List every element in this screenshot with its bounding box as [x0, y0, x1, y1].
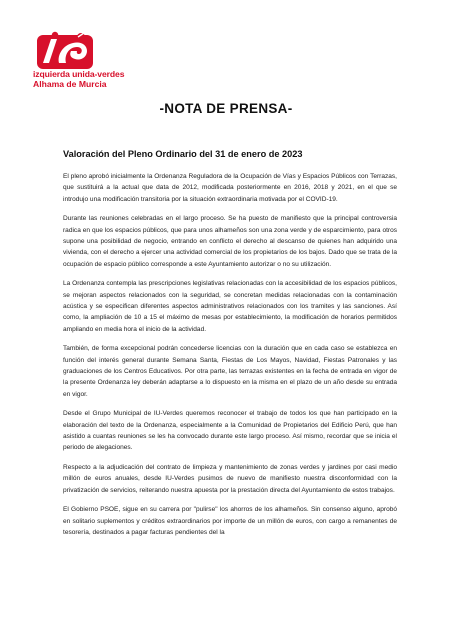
paragraph: El Gobierno PSOE, sigue en su carrera por "pulirse" los ahorros de los alhameños. Sin consenso alguno, aprobó en solitario suplementos y créditos extraordinarios por importe de un millón de euros, con cargo a remanentes de tesorería, destinados a pagar facturas pendientes del la: [63, 506, 397, 537]
paragraph: Durante las reuniones celebradas en el largo proceso. Se ha puesto de manifiesto que la principal controversia radica en que los espacios públicos, que para unos alhameños son una zona verde y de esparcimiento, para otros supone una posibilidad de negocio, entrando en conflicto el derecho al descanso de quienes han adquirido una vivienda, con el derecho a ejercer una actividad comercial de los propietarios de los bajos. Dado que se trata de la ocupación de espacio público corresponde a este Ayuntamiento autorizar o no su utilización.: [63, 215, 397, 268]
paragraph: La Ordenanza contempla las prescripciones legislativas relacionadas con la accesibilidad de los espacios públicos, se mejoran aspectos relacionados con la seguridad, se concretan medidas relacionadas con la contaminación acústica y se especifican diferentes aspectos administrativos relacionados con los tramites y las sanciones. Así como, la ampliación de 10 a 15 el máximo de mesas por establecimiento, la modificación de horarios permitidos ampliando en media hora el inicio de la actividad.: [63, 280, 397, 333]
page-title: -NOTA DE PRENSA-: [159, 101, 293, 116]
document-body: [63, 171, 397, 547]
paragraph: Respecto a la adjudicación del contrato de limpieza y mantenimiento de zonas verdes y jardines por casi medio millón de euros anuales, desde IU-Verdes pusimos de nuevo de manifiesto nuestra disconformidad con la privatización de servicios, reiterando nuestra apuesta por la prestación directa del Ayuntamiento de estos trabajos.: [63, 464, 397, 494]
party-logo: [33, 29, 125, 89]
iu-logo-mark-icon: [37, 29, 93, 69]
document-headline: Valoración del Pleno Ordinario del 31 de enero de 2023: [63, 149, 303, 159]
paragraph: El pleno aprobó inicialmente la Ordenanza Reguladora de la Ocupación de Vías y Espacios Públicos con Terrazas, que sustituirá a la actual que data de 2012, modificada posteriormente en 2016, 2018 y 2021, en el que se introdujo una modificación transitoria por la situación extraordinaria motivada por el COVID-19.: [63, 173, 397, 203]
paragraph: También, de forma excepcional podrán concederse licencias con la duración que en cada caso se establezca en función del interés general durante Semana Santa, Fiestas de Los Mayos, Navidad, Fiestas Patronales y las graduaciones de los Centros Educativos. Por otra parte, las terrazas existentes en la fecha de entrada en vigor de la presente Ordenanza ley deberán adaptarse a lo dispuesto en la misma en el plazo de un año desde su entrada en vigor.: [63, 345, 397, 398]
logo-party-name: izquierda unida-verdes: [33, 69, 125, 79]
paragraph: Desde el Grupo Municipal de IU-Verdes queremos reconocer el trabajo de todos los que han participado en la elaboración del texto de la Ordenanza, especialmente a la Comunidad de Propietarios del Edificio Perú, que han asistido a cuantas reuniones se les ha convocado durante este largo proceso. Así mismo, recordar que se inicia el periodo de alegaciones.: [63, 410, 397, 452]
logo-town-name: Alhama de Murcia: [33, 79, 107, 89]
